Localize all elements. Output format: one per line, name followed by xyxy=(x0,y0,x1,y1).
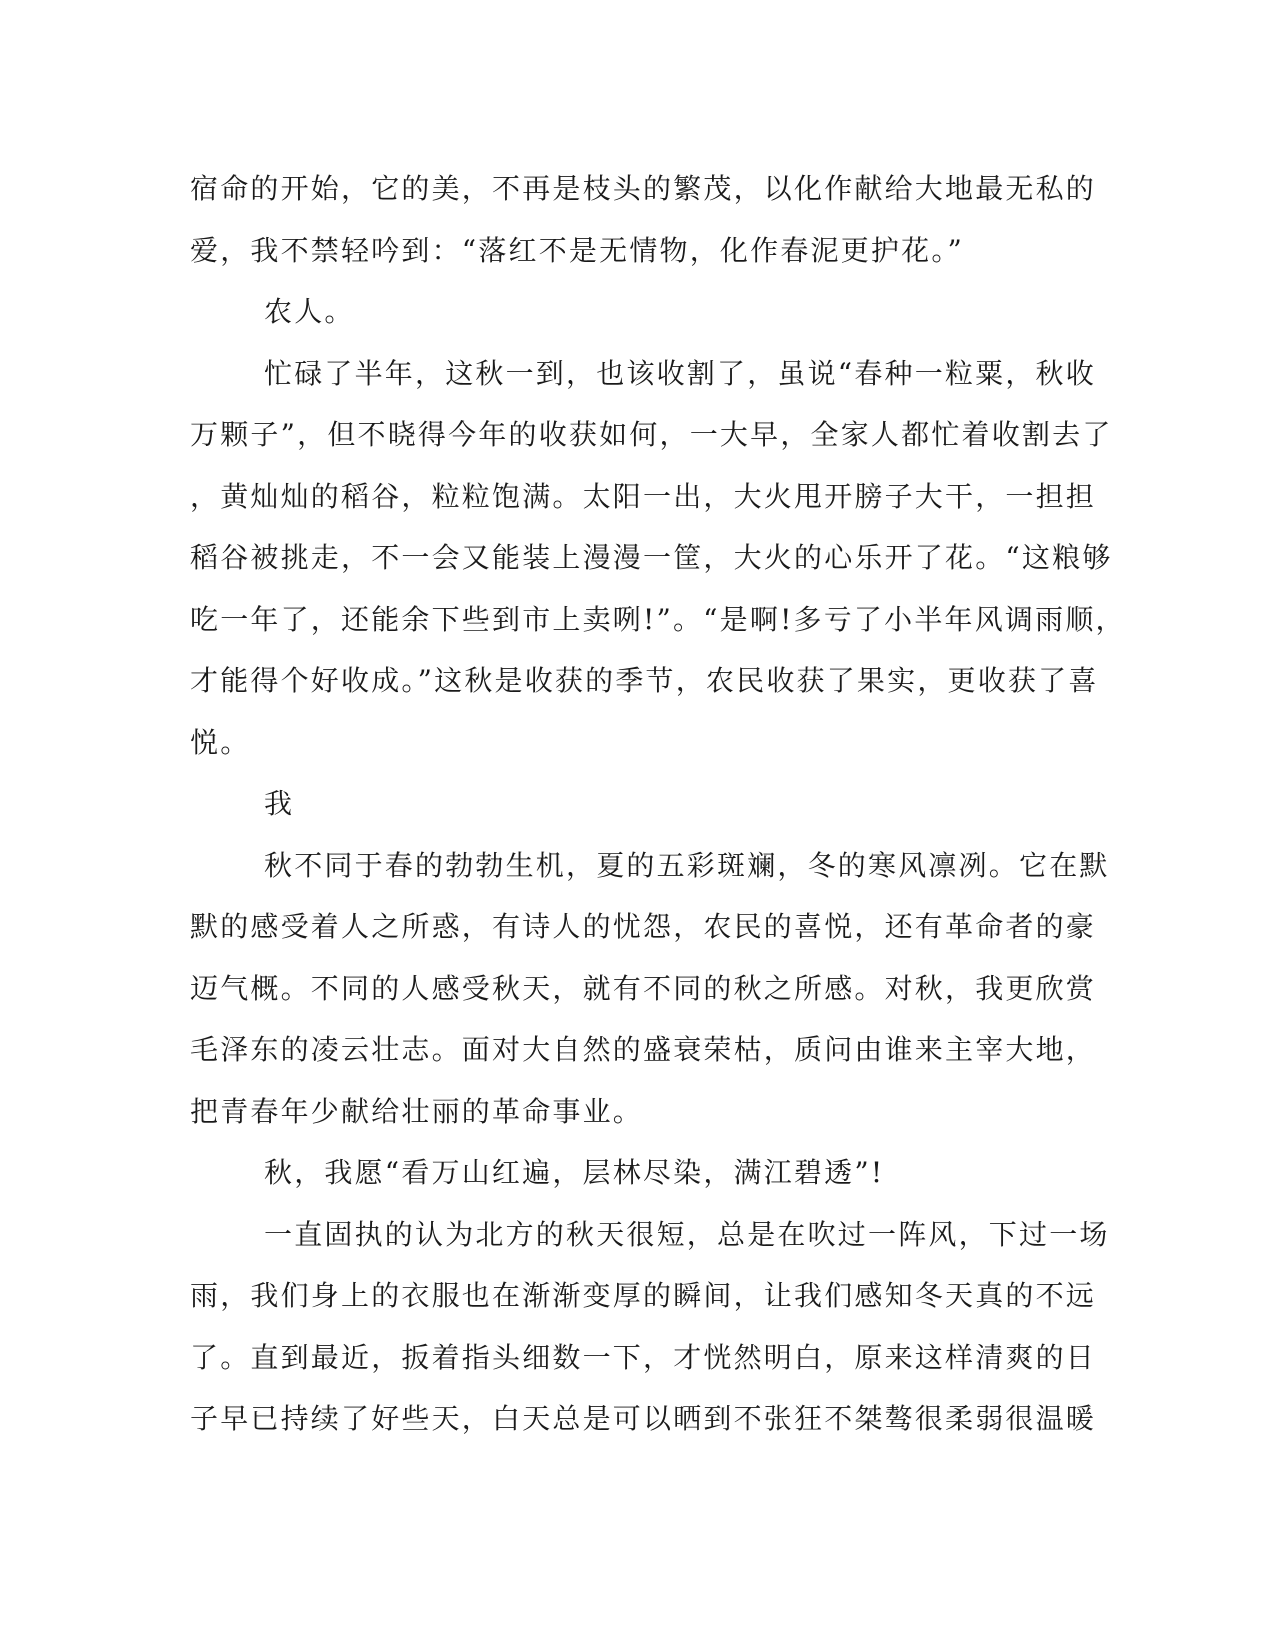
text-line: 秋不同于春的勃勃生机，夏的五彩斑斓，冬的寒风凛冽。它在默 xyxy=(264,848,1110,882)
document-body xyxy=(190,158,1126,1450)
text-line: 把青春年少献给壮丽的革命事业。 xyxy=(190,1094,644,1128)
text-line: 秋，我愿“看万山红遍，层林尽染，满江碧透”! xyxy=(264,1156,885,1189)
text-line: 默的感受着人之所惑，有诗人的忧怨，农民的喜悦，还有革命者的豪 xyxy=(190,910,1097,943)
text-line: 一直固执的认为北方的秋天很短，总是在吹过一阵风，下过一场 xyxy=(264,1217,1110,1251)
text-line: 宿命的开始，它的美，不再是枝头的繁茂，以化作献给大地最无私的 xyxy=(190,172,1097,205)
text-line: 才能得个好收成。”这秋是收获的季节，农民收获了果实，更收获了喜 xyxy=(190,664,1099,697)
text-line: 雨，我们身上的衣服也在渐渐变厚的瞬间，让我们感知冬天真的不远 xyxy=(190,1279,1097,1312)
text-line: 万颗子”，但不晓得今年的收获如何，一大早，全家人都忙着收割去了 xyxy=(190,418,1113,451)
text-line: 迈气概。不同的人感受秋天，就有不同的秋之所感。对秋，我更欣赏 xyxy=(190,971,1097,1005)
text-line: 稻谷被挑走，不一会又能装上漫漫一筐，大火的心乐开了花。“这粮够 xyxy=(190,541,1113,574)
text-line: 忙碌了半年，这秋一到，也该收割了，虽说“春种一粒粟，秋收 xyxy=(264,356,1096,390)
text-line: 悦。 xyxy=(190,725,251,759)
text-line: 毛泽东的凌云壮志。面对大自然的盛衰荣枯，质问由谁来主宰大地， xyxy=(190,1033,1097,1066)
text-line: 农人。 xyxy=(264,295,355,328)
text-line: 爱，我不禁轻吟到：“落红不是无情物，化作春泥更护花。” xyxy=(190,233,965,267)
text-line: 我 xyxy=(264,787,295,820)
text-line: 了。直到最近，扳着指头细数一下，才恍然明白，原来这样清爽的日 xyxy=(190,1340,1097,1374)
text-line: 吃一年了，还能余下些到市上卖咧!”。“是啊!多亏了小半年风调雨顺， xyxy=(190,602,1126,636)
text-line: ，黄灿灿的稻谷，粒粒饱满。太阳一出，大火甩开膀子大干，一担担 xyxy=(190,479,1097,513)
text-line: 子早已持续了好些天，白天总是可以晒到不张狂不桀骜很柔弱很温暖 xyxy=(190,1402,1097,1435)
